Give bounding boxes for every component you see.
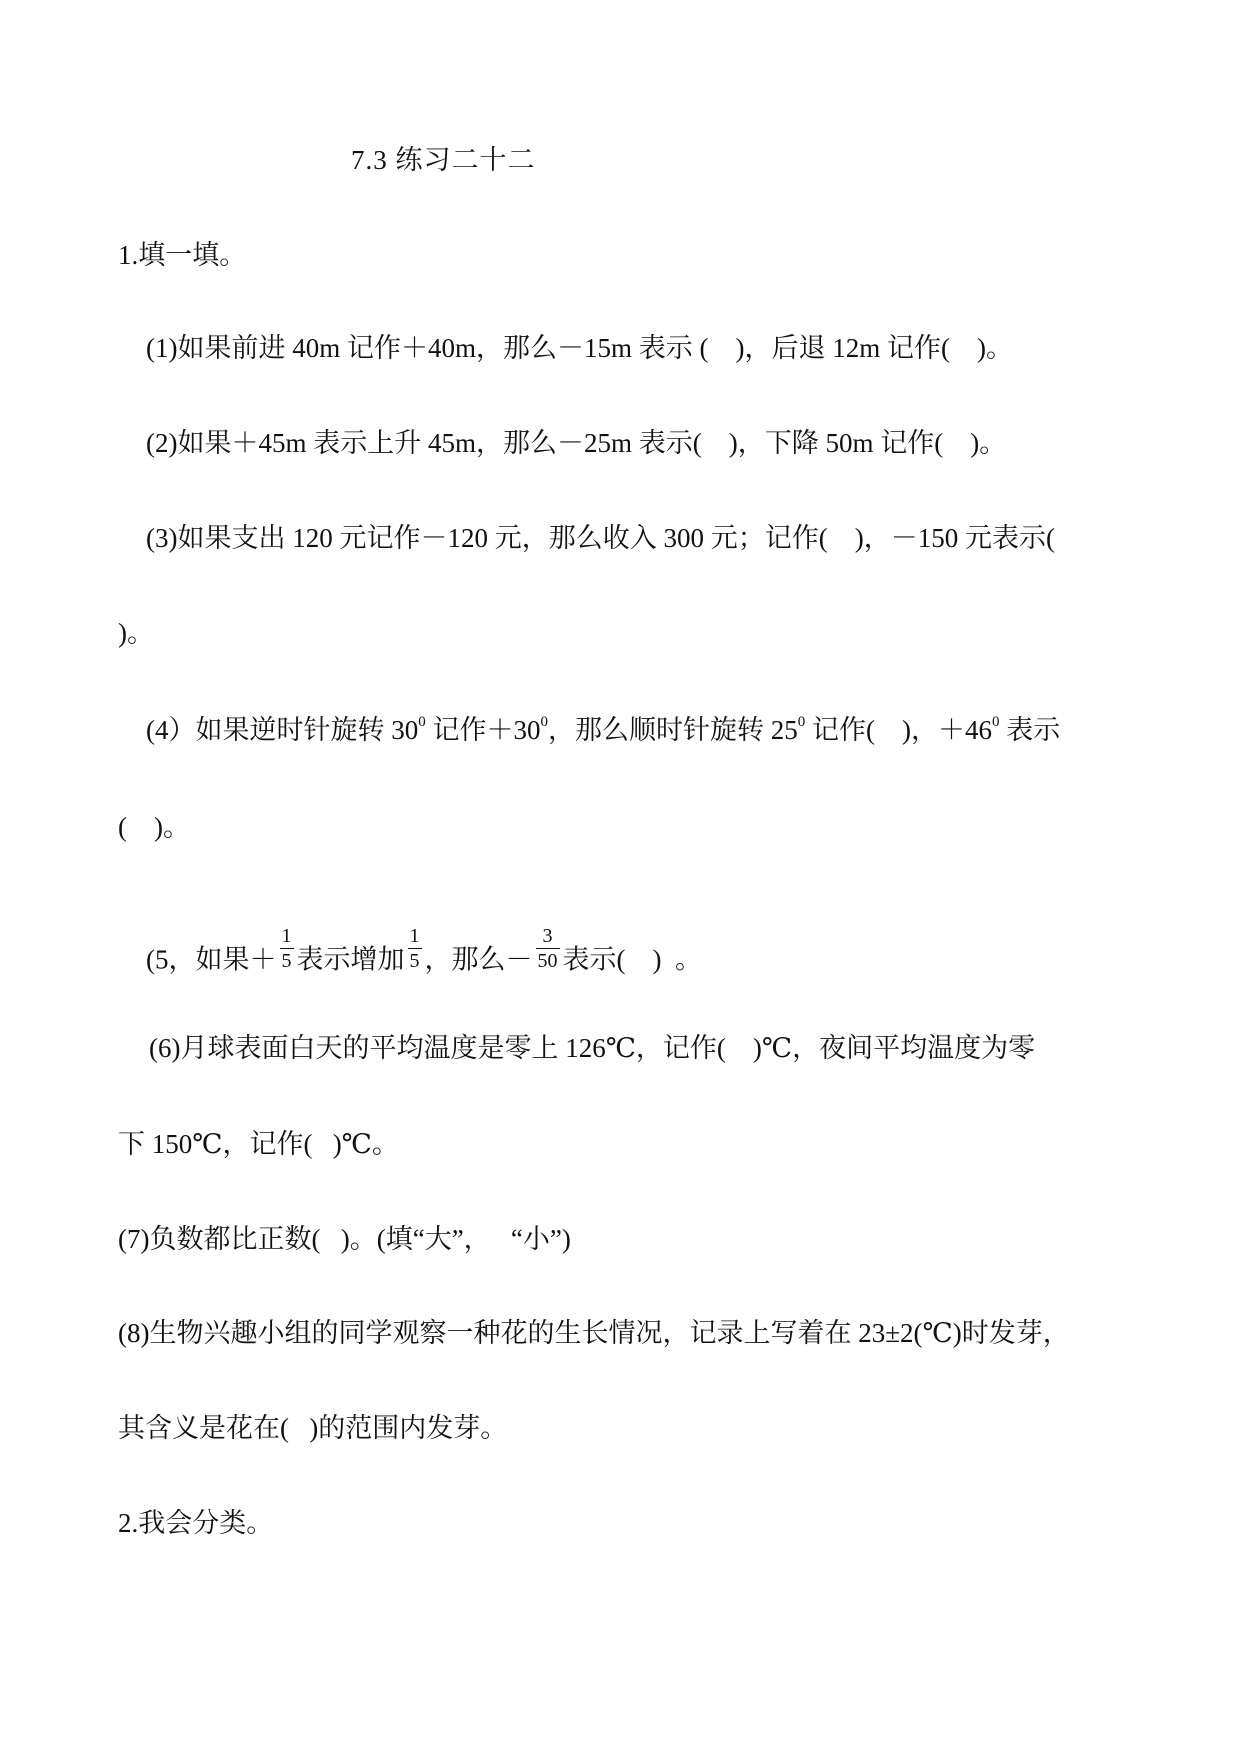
- fraction-denominator: 50: [537, 950, 558, 972]
- q4-text-part-5: 表示: [999, 715, 1061, 745]
- question-1-3-line-1: (3)如果支出 120 元记作－120 元，那么收入 300 元；记作( )，－150 元表示(: [146, 523, 1055, 553]
- fraction-numerator: 3: [536, 924, 560, 949]
- q4-text-part-4: 记作( )，＋46: [805, 715, 992, 745]
- q5-text-part-3: ，那么－: [424, 944, 533, 975]
- question-1-4-line-2: ( )。: [118, 812, 190, 842]
- question-1-5: [146, 925, 702, 987]
- degree-superscript: 0: [418, 714, 426, 730]
- question-1-7: (7)负数都比正数( )。(填“大”， “小”): [118, 1224, 571, 1254]
- fraction-denominator: 5: [281, 950, 292, 972]
- q4-text-part-3: ，那么顺时针旋转 25: [548, 715, 798, 745]
- question-1-6-line-1: (6)月球表面白天的平均温度是零上 126℃，记作( )℃，夜间平均温度为零: [149, 1033, 1036, 1063]
- q5-text-part-4: 表示( ) 。: [562, 944, 702, 975]
- section-2-heading: 2.我会分类。: [118, 1508, 274, 1538]
- question-1-3-line-2: )。: [118, 618, 154, 648]
- question-1-4-line-1: [146, 713, 1060, 747]
- question-1-6-line-2: 下 150℃，记作( )℃。: [118, 1129, 399, 1159]
- page-title: 7.3 练习二十二: [351, 145, 536, 175]
- fraction-denominator: 5: [409, 950, 420, 972]
- question-1-1: (1)如果前进 40m 记作＋40m，那么－15m 表示 ( )，后退 12m 记作( )。: [146, 333, 1013, 363]
- question-1-8-line-2: 其含义是花在( )的范围内发芽。: [118, 1413, 508, 1443]
- degree-superscript: 0: [797, 714, 806, 730]
- q5-text-part-1: (5，如果＋: [146, 944, 277, 975]
- degree-superscript: 0: [540, 714, 548, 730]
- degree-superscript: 0: [991, 714, 1000, 730]
- question-1-8-line-1: (8)生物兴趣小组的同学观察一种花的生长情况，记录上写着在 23±2(℃)时发芽，: [118, 1318, 1070, 1348]
- fraction-numerator: 1: [409, 925, 420, 947]
- question-1-2: (2)如果＋45m 表示上升 45m，那么－25m 表示( )，下降 50m 记作( )。: [146, 428, 1007, 458]
- fraction-three-fiftieths: [536, 924, 560, 973]
- q4-text-part-1: (4）如果逆时针旋转 30: [146, 715, 419, 745]
- section-1-heading: 1.填一填。: [118, 240, 247, 270]
- fraction-numerator: 1: [281, 925, 292, 947]
- fraction-one-fifth: [280, 924, 294, 973]
- fraction-one-fifth: [408, 924, 422, 973]
- q5-text-part-2: 表示增加: [296, 944, 405, 975]
- q4-text-part-2: 记作＋30: [425, 715, 541, 745]
